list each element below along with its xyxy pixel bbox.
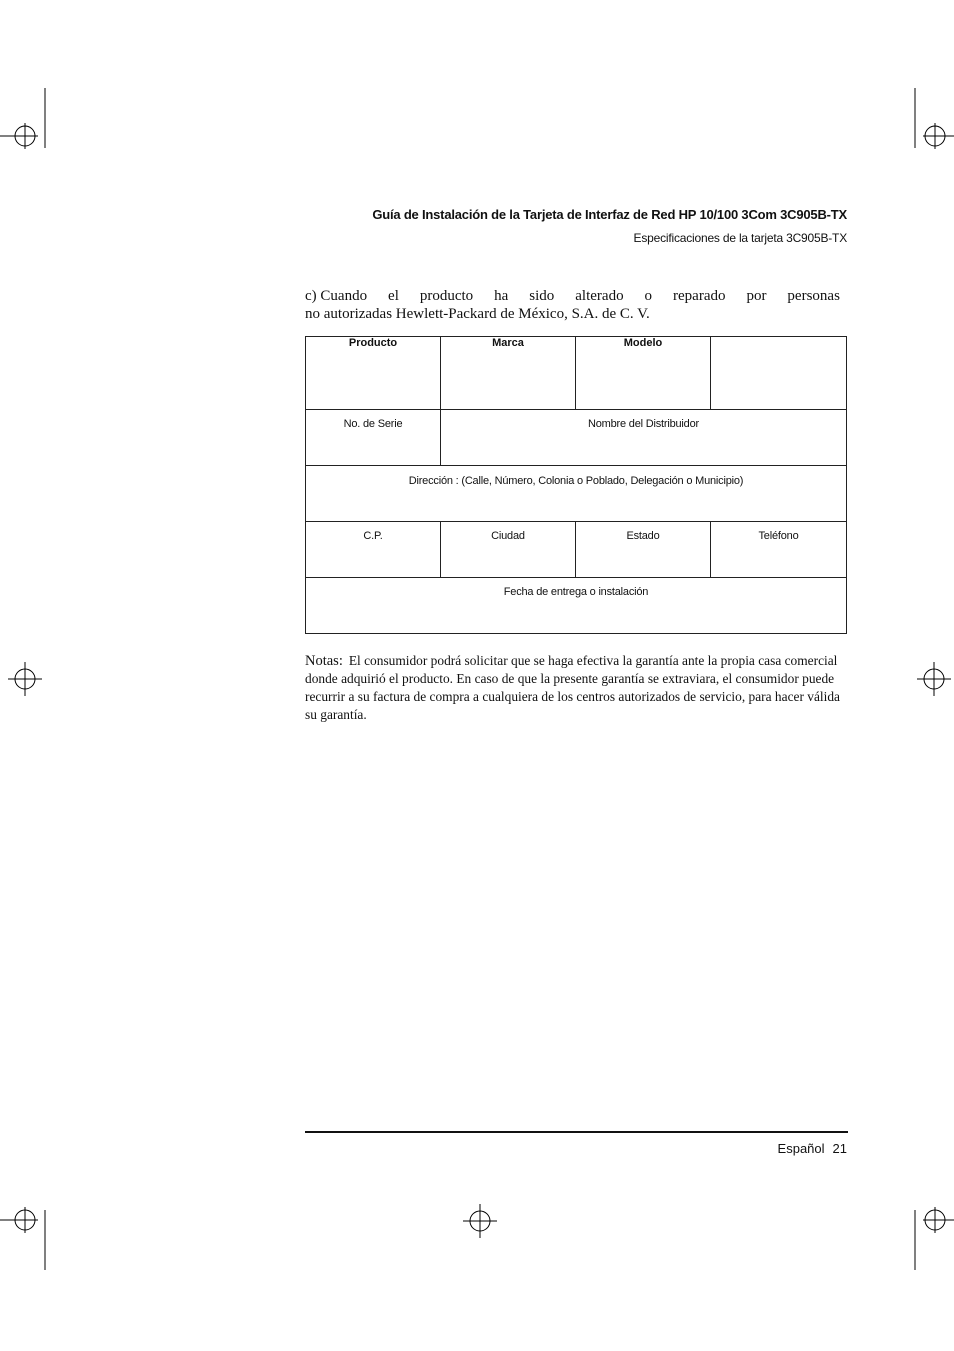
telefono-label: Teléfono (758, 530, 799, 542)
crop-mark-bottom-right (905, 1200, 954, 1270)
distribuidor-label: Nombre del Distribuidor (588, 418, 699, 430)
paragraph-line-2: no autorizadas Hewlett-Packard de México, S.A. de C. V. (305, 306, 650, 322)
word: reparado (673, 288, 726, 304)
estado-label: Estado (626, 530, 660, 542)
notes-paragraph (305, 652, 845, 724)
cp-cell[interactable] (306, 522, 441, 578)
modelo-label: Modelo (623, 337, 663, 349)
fecha-cell[interactable] (306, 578, 847, 634)
empty-cell[interactable] (711, 337, 847, 410)
word: alterado (575, 288, 624, 304)
registration-mark-bottom-center (463, 1204, 497, 1238)
crop-mark-top-left (0, 88, 50, 158)
producto-cell[interactable] (306, 337, 441, 410)
ciudad-label: Ciudad (491, 530, 525, 542)
distribuidor-cell[interactable] (441, 410, 847, 466)
footer-language: Español (777, 1141, 825, 1156)
registration-mark-right-middle (917, 662, 951, 696)
cp-label: C.P. (363, 530, 383, 542)
page-number: 21 (832, 1141, 847, 1156)
producto-label: Producto (348, 337, 398, 349)
word: por (746, 288, 767, 304)
word: c) Cuando (305, 288, 368, 304)
fecha-label: Fecha de entrega o instalación (503, 586, 649, 598)
paragraph-line-1 (305, 287, 840, 305)
table-row (306, 578, 847, 634)
crop-mark-top-right (905, 88, 954, 158)
warranty-form-table (305, 336, 847, 634)
page-footer (778, 1141, 847, 1156)
table-row (306, 466, 847, 522)
word: ha (494, 288, 509, 304)
table-row (306, 337, 847, 410)
estado-cell[interactable] (576, 522, 711, 578)
word: o (644, 288, 653, 304)
word: personas (787, 288, 840, 304)
modelo-cell[interactable] (576, 337, 711, 410)
direccion-label: Dirección : (Calle, Número, Colonia o Poblado, Delegación o Municipio) (408, 475, 744, 487)
crop-mark-bottom-left (0, 1200, 50, 1270)
serie-cell[interactable] (306, 410, 441, 466)
table-row (306, 522, 847, 578)
ciudad-cell[interactable] (441, 522, 576, 578)
serie-label: No. de Serie (343, 418, 403, 430)
word: sido (529, 288, 555, 304)
word: producto (419, 288, 474, 304)
registration-mark-left-middle (8, 662, 42, 696)
running-header-title: Guía de Instalación de la Tarjeta de Interfaz de Red HP 10/100 3Com 3C905B-TX (372, 207, 847, 222)
word: el (388, 288, 399, 304)
warranty-exclusion-paragraph (305, 287, 840, 323)
direccion-cell[interactable] (306, 466, 847, 522)
marca-label: Marca (492, 337, 524, 349)
running-header-subtitle: Especificaciones de la tarjeta 3C905B-TX (633, 231, 847, 245)
telefono-cell[interactable] (711, 522, 847, 578)
table-row (306, 410, 847, 466)
notes-label: Notas: (305, 653, 343, 669)
footer-rule (305, 1131, 848, 1133)
notes-text: El consumidor podrá solicitar que se haga efectiva la garantía ante la propia casa comercial donde adquirió el producto. En caso de que la presente garantía se extraviara, el consumidor puede recurrir a su factura de compra a cualquiera de los centros autorizados de servicio, para hacer válida su garantía. (305, 653, 840, 722)
marca-cell[interactable] (441, 337, 576, 410)
